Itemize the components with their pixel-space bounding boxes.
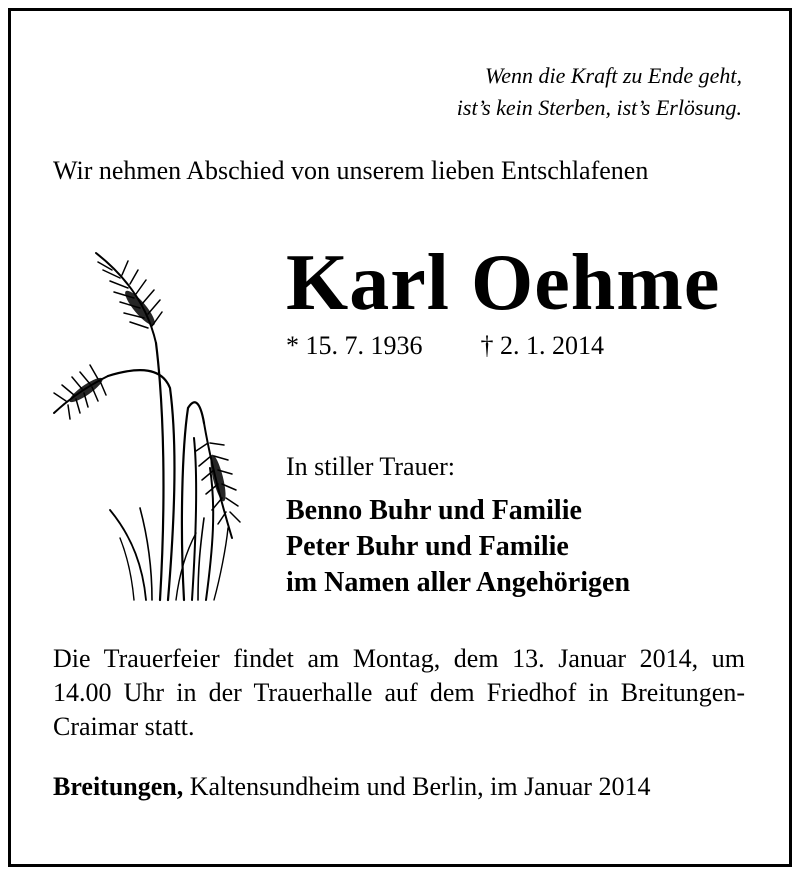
mourner-line: Peter Buhr und Familie [286,531,569,562]
footer-line [53,772,650,802]
footer-rest: Kaltensundheim und Berlin, im Januar 2014 [183,772,651,801]
birth-date: * 15. 7. 1936 [286,331,423,360]
life-dates [286,331,604,361]
motto [457,60,742,124]
footer-place: Breitungen, [53,772,184,801]
mourner-line: im Namen aller Angehörigen [286,567,631,598]
mourning-label: In stiller Trauer: [286,452,455,481]
mourner-line: Benno Buhr und Familie [286,495,582,526]
death-date: † 2. 1. 2014 [480,331,604,360]
ceremony-text: Die Trauerfeier findet am Montag, dem 13. Januar 2014, um 14.00 Uhr in der Trauerhalle auf dem Friedhof in Breitungen-Craimar statt. [53,644,745,741]
mourners-list [286,493,630,601]
wheat-ears-icon [48,248,258,608]
motto-line-1: Wenn die Kraft zu Ende geht, [484,63,742,88]
motto-line-2: ist’s kein Sterben, ist’s Erlösung. [456,95,742,120]
deceased-name: Karl Oehme [286,239,721,327]
intro-text: Wir nehmen Abschied von unserem lieben Entschlafenen [53,156,649,185]
